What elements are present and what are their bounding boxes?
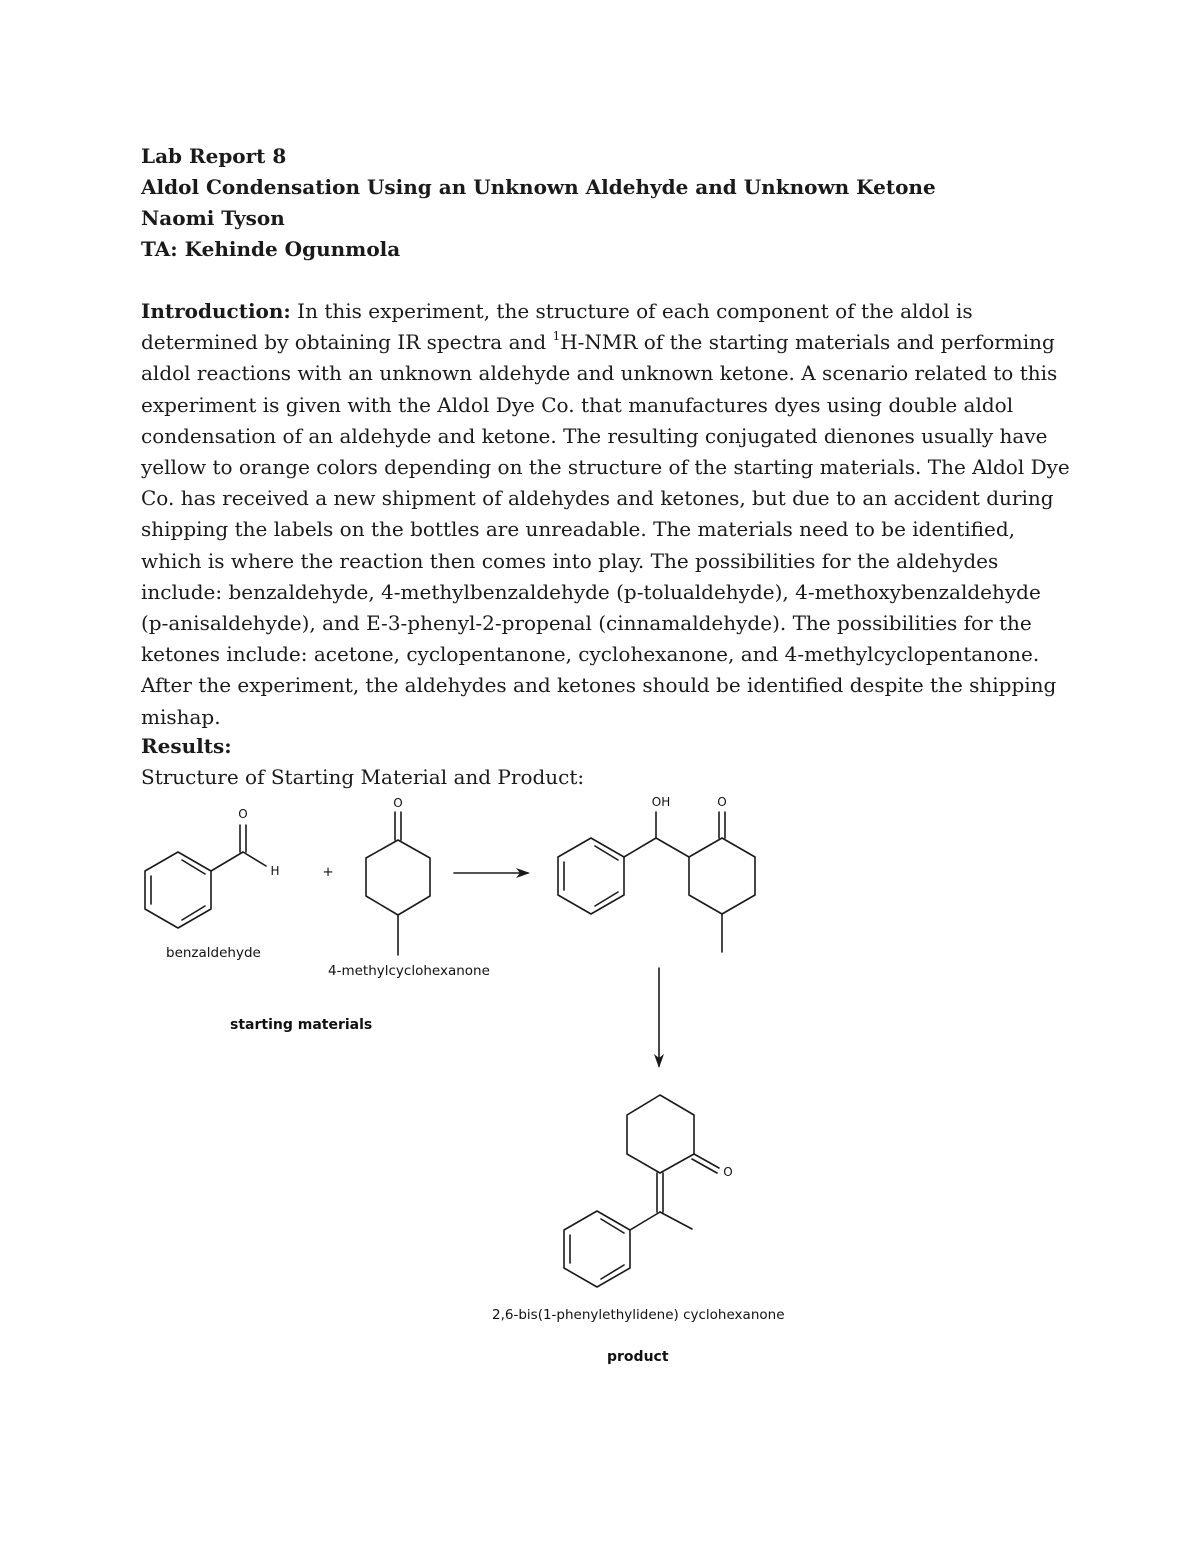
plus-sign: + [322,864,334,880]
benzaldehyde-label: benzaldehyde [166,945,261,961]
product-ketone-oxygen: O [723,1165,733,1179]
product-name-label: 2,6-bis(1-phenylethylidene) cyclohexanone [492,1307,785,1323]
intermediate-ketone-oxygen: O [717,795,727,809]
report-title: Lab Report 8 [141,144,287,168]
ta-name: TA: Kehinde Ogunmola [141,237,401,261]
results-subheading: Structure of Starting Material and Product: [141,765,585,789]
methylcyclohexanone-structure [366,796,430,955]
introduction-label: Introduction: [141,299,291,323]
results-heading: Results: [141,734,232,758]
ketone-label: 4-methylcyclohexanone [328,963,490,979]
product-structure [564,1095,733,1287]
author-name: Naomi Tyson [141,206,285,230]
ketone-oxygen: O [393,796,403,810]
introduction-text-part2: H-NMR of the starting materials and performing aldol reactions with an unknown aldehyde and unknown ketone. A scenario related to this experiment is given with the Aldol Dye Co. that manufactures dyes using double aldol condensation of an aldehyde and ketone. The resulting conjugated dienones usually have yellow to orange colors depending on the structure of the starting materials. The Aldol Dye Co. has received a new shipment of aldehydes and ketones, but due to an accident during shipping the labels on the bottles are unreadable. The materials need to be identified, which is where the reaction then comes into play. The possibilities for the aldehydes include: benzaldehyde, 4-methylbenzaldehyde (p-tolualdehyde), 4-methoxybenzaldehyde (p-anisaldehyde), and E-3-phenyl-2-propenal (cinnamaldehyde). The possibilities for the ketones include: acetone, cyclopentanone, cyclohexanone, and 4-methylcyclopentanone. After the experiment, the aldehydes and ketones should be identified despite the shipping mishap. [141,330,1070,729]
aldehyde-hydrogen: H [270,864,280,878]
report-subtitle: Aldol Condensation Using an Unknown Aldehyde and Unknown Ketone [141,175,936,199]
superscript-one: 1 [552,329,561,344]
aldehyde-oxygen: O [238,807,248,821]
benzaldehyde-structure [145,807,280,928]
hydroxyl-group: OH [651,795,671,809]
introduction-text-part1: In this experiment, the structure of each component of the aldol is determined by obtaining IR spectra and [141,299,973,355]
product-label: product [607,1349,669,1365]
aldol-intermediate-structure [558,795,755,952]
starting-materials-label: starting materials [230,1017,373,1033]
